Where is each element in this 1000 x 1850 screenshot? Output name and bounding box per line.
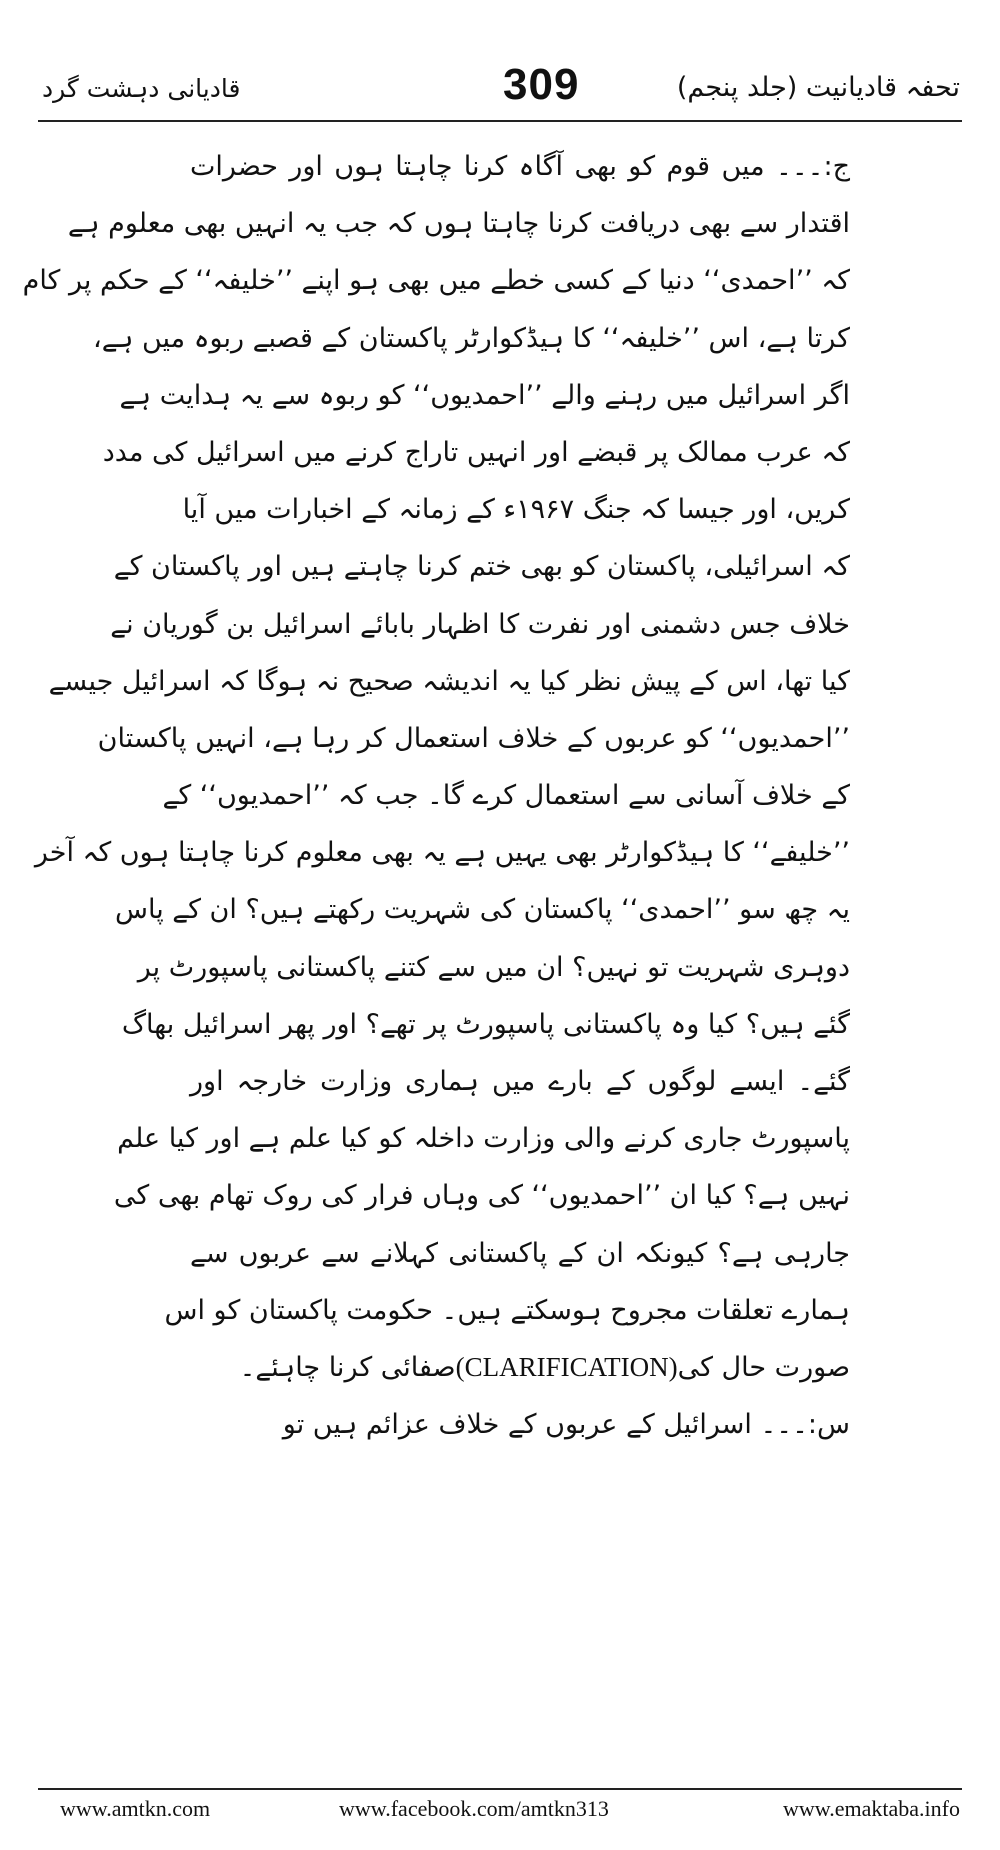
page-footer — [40, 1796, 960, 1830]
text-line: گئے ہیں؟ کیا وہ پاکستانی پاسپورٹ پر تھے؟ اور پھر اسرائیل بھاگ — [121, 1008, 850, 1040]
clarification-suffix: صفائی کرنا چاہئے۔ — [239, 1351, 456, 1383]
text-line: کیا تھا، اس کے پیش نظر کیا یہ اندیشہ صحیح نہ ہوگا کہ اسرائیل جیسے — [48, 665, 850, 697]
text-line: کے خلاف آسانی سے استعمال کرے گا۔ جب کہ ’’احمدیوں‘‘ کے — [162, 780, 850, 812]
text-line: نہیں ہے؟ کیا ان ’’احمدیوں‘‘ کی وہاں فرار کی روک تھام بھی کی — [113, 1180, 850, 1212]
text-line-clarification — [190, 1339, 850, 1396]
text-line: کہ عرب ممالک پر قبضے اور انہیں تاراج کرنے میں اسرائیل کی مدد — [102, 436, 850, 468]
text-line: دوہری شہریت تو نہیں؟ ان میں سے کتنے پاکستانی پاسپورٹ پر — [137, 951, 850, 983]
question-line: س:۔۔۔ اسرائیل کے عربوں کے خلاف عزائم ہیں تو — [282, 1409, 850, 1441]
text-line: کہ اسرائیلی، پاکستان کو بھی ختم کرنا چاہتے ہیں اور پاکستان کے — [113, 551, 850, 583]
text-line: کرتا ہے، اس ’’خلیفہ‘‘ کا ہیڈکوارٹر پاکستان کے قصبے ربوہ میں ہے، — [93, 322, 850, 354]
text-line: اقتدار سے بھی دریافت کرنا چاہتا ہوں کہ جب یہ انہیں بھی معلوم ہے — [67, 208, 850, 240]
footer-divider — [38, 1788, 962, 1790]
text-line: ج:۔۔۔ میں قوم کو بھی آگاہ کرنا چاہتا ہوں اور حضرات — [190, 151, 850, 182]
text-line: خلاف جس دشمنی اور نفرت کا اظہار بابائے اسرائیل بن گوریان نے — [110, 608, 850, 640]
chapter-title: قادیانی دہشت گرد — [42, 74, 241, 103]
text-line: اگر اسرائیل میں رہنے والے ’’احمدیوں‘‘ کو ربوہ سے یہ ہدایت ہے — [119, 379, 850, 411]
header-divider — [38, 120, 962, 122]
text-line: گئے۔ ایسے لوگوں کے بارے میں ہماری وزارت خارجہ اور — [190, 1066, 850, 1097]
text-line: کریں، اور جیسا کہ جنگ ۱۹۶۷ء کے زمانہ کے اخبارات میں آیا — [182, 494, 850, 526]
text-line: ’’خلیفے‘‘ کا ہیڈکوارٹر بھی یہیں ہے یہ بھی معلوم کرنا چاہتا ہوں کہ آخر — [34, 837, 850, 869]
footer-link-emaktaba: www.emaktaba.info — [783, 1796, 960, 1821]
body-text — [22, 138, 850, 1453]
text-line: ’’احمدیوں‘‘ کو عربوں کے خلاف استعمال کر رہا ہے، انہیں پاکستان — [97, 722, 850, 754]
book-title: تحفہ قادیانیت (جلد پنجم) — [676, 72, 960, 103]
clarification-prefix: صورت حال کی — [677, 1351, 850, 1383]
text-line: کہ ’’احمدی‘‘ دنیا کے کسی خطے میں بھی ہو اپنے ’’خلیفہ‘‘ کے حکم پر کام — [22, 265, 850, 297]
text-line: پاسپورٹ جاری کرنے والی وزارت داخلہ کو کیا علم ہے اور کیا علم — [117, 1123, 850, 1155]
page-number: 309 — [503, 60, 580, 109]
text-line: ہمارے تعلقات مجروح ہوسکتے ہیں۔ حکومت پاکستان کو اس — [164, 1294, 850, 1326]
footer-link-amtkn: www.amtkn.com — [60, 1796, 211, 1821]
clarification-english: (CLARIFICATION) — [455, 1351, 678, 1382]
text-line: جارہی ہے؟ کیونکہ ان کے پاکستانی کہلانے سے عربوں سے — [190, 1237, 850, 1269]
page-header — [40, 60, 960, 120]
footer-link-facebook: www.facebook.com/amtkn313 — [339, 1796, 609, 1821]
text-line: یہ چھ سو ’’احمدی‘‘ پاکستان کی شہریت رکھتے ہیں؟ ان کے پاس — [115, 894, 850, 926]
